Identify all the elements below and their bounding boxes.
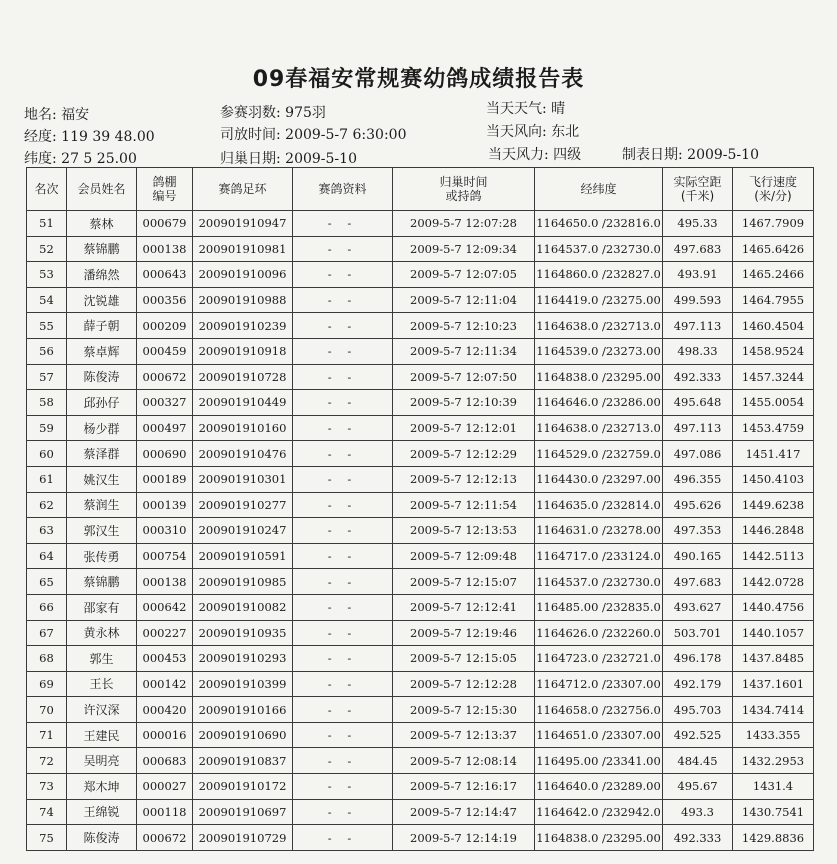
table-row <box>27 518 814 544</box>
ring-cell: 200901910399 <box>193 671 293 697</box>
ring-cell: 200901910277 <box>193 492 293 518</box>
arrival-time-cell: 2009-5-7 12:10:23 <box>393 313 535 339</box>
ring-cell: 200901910985 <box>193 569 293 595</box>
ring-cell: 200901910729 <box>193 825 293 851</box>
member-name-cell: 蔡锦鹏 <box>67 236 137 262</box>
coords-cell: 1164838.0 /23295.00 <box>535 825 663 851</box>
speed-cell: 1467.7909 <box>733 211 814 237</box>
rank-cell: 63 <box>27 518 67 544</box>
ring-cell: 200901910591 <box>193 543 293 569</box>
rank-cell: 68 <box>27 646 67 672</box>
arrival-time-cell: 2009-5-7 12:13:53 <box>393 518 535 544</box>
loft-id-cell: 000027 <box>137 774 193 800</box>
speed-cell: 1432.2953 <box>733 748 814 774</box>
speed-cell: 1430.7541 <box>733 799 814 825</box>
member-name-cell: 薛子朝 <box>67 313 137 339</box>
member-name-cell: 邱孙仔 <box>67 390 137 416</box>
arrival-time-cell: 2009-5-7 12:07:05 <box>393 262 535 288</box>
table-row <box>27 620 814 646</box>
speed-cell: 1458.9524 <box>733 338 814 364</box>
info-cell: - - <box>293 441 393 467</box>
member-name-cell: 郑木坤 <box>67 774 137 800</box>
member-name-cell: 沈锐雄 <box>67 287 137 313</box>
entries-field: 参赛羽数: 975羽 <box>220 105 326 121</box>
arrival-time-cell: 2009-5-7 12:11:04 <box>393 287 535 313</box>
speed-cell: 1465.2466 <box>733 262 814 288</box>
info-cell: - - <box>293 620 393 646</box>
distance-cell: 492.179 <box>663 671 733 697</box>
coords-cell: 1164640.0 /23289.00 <box>535 774 663 800</box>
speed-cell: 1440.1057 <box>733 620 814 646</box>
table-row <box>27 211 814 237</box>
ring-cell: 200901910476 <box>193 441 293 467</box>
info-cell: - - <box>293 313 393 339</box>
table-row <box>27 569 814 595</box>
arrival-time-cell: 2009-5-7 12:09:34 <box>393 236 535 262</box>
rank-cell: 73 <box>27 774 67 800</box>
info-cell: - - <box>293 748 393 774</box>
col-header-coords: 经纬度 <box>535 168 663 211</box>
table-row <box>27 697 814 723</box>
coords-cell: 1164723.0 /232721.0 <box>535 646 663 672</box>
info-cell: - - <box>293 492 393 518</box>
ring-cell: 200901910293 <box>193 646 293 672</box>
distance-cell: 498.33 <box>663 338 733 364</box>
speed-cell: 1451.417 <box>733 441 814 467</box>
arrival-time-cell: 2009-5-7 12:14:19 <box>393 825 535 851</box>
info-cell: - - <box>293 262 393 288</box>
arrival-time-cell: 2009-5-7 12:07:50 <box>393 364 535 390</box>
coords-cell: 1164712.0 /23307.00 <box>535 671 663 697</box>
latitude-field: 纬度: 27 5 25.00 <box>24 151 137 167</box>
loft-id-cell: 000189 <box>137 466 193 492</box>
distance-cell: 495.67 <box>663 774 733 800</box>
ring-cell: 200901910981 <box>193 236 293 262</box>
distance-cell: 493.3 <box>663 799 733 825</box>
table-header-row <box>27 168 814 211</box>
distance-cell: 497.683 <box>663 236 733 262</box>
loft-id-cell: 000356 <box>137 287 193 313</box>
member-name-cell: 黄永林 <box>67 620 137 646</box>
coords-cell: 1164539.0 /23273.00 <box>535 338 663 364</box>
coords-cell: 1164419.0 /23275.00 <box>535 287 663 313</box>
info-cell: - - <box>293 569 393 595</box>
rank-cell: 65 <box>27 569 67 595</box>
longitude-field: 经度: 119 39 48.00 <box>24 129 155 145</box>
table-row <box>27 671 814 697</box>
report-title: 09春福安常规赛幼鸽成绩报告表 <box>252 67 585 92</box>
coords-cell: 1164642.0 /232942.0 <box>535 799 663 825</box>
table-row <box>27 825 814 851</box>
coords-cell: 1164650.0 /232816.0 <box>535 211 663 237</box>
distance-cell: 497.086 <box>663 441 733 467</box>
rank-cell: 55 <box>27 313 67 339</box>
table-row <box>27 466 814 492</box>
table-row <box>27 415 814 441</box>
speed-cell: 1457.3244 <box>733 364 814 390</box>
wind-force-field: 当天风力: 四级 <box>488 147 582 163</box>
coords-cell: 116495.00 /23341.00 <box>535 748 663 774</box>
member-name-cell: 蔡泽群 <box>67 441 137 467</box>
results-table <box>26 167 814 851</box>
distance-cell: 497.113 <box>663 313 733 339</box>
info-cell: - - <box>293 236 393 262</box>
release-time-field: 司放时间: 2009-5-7 6:30:00 <box>220 127 407 143</box>
table-row <box>27 722 814 748</box>
ring-cell: 200901910096 <box>193 262 293 288</box>
ring-cell: 200901910988 <box>193 287 293 313</box>
arrival-time-cell: 2009-5-7 12:14:47 <box>393 799 535 825</box>
speed-cell: 1464.7955 <box>733 287 814 313</box>
info-cell: - - <box>293 594 393 620</box>
arrival-time-cell: 2009-5-7 12:07:28 <box>393 211 535 237</box>
info-cell: - - <box>293 338 393 364</box>
arrival-time-cell: 2009-5-7 12:08:14 <box>393 748 535 774</box>
ring-cell: 200901910918 <box>193 338 293 364</box>
loft-id-cell: 000420 <box>137 697 193 723</box>
member-name-cell: 潘绵然 <box>67 262 137 288</box>
ring-cell: 200901910239 <box>193 313 293 339</box>
info-cell: - - <box>293 466 393 492</box>
loft-id-cell: 000016 <box>137 722 193 748</box>
speed-cell: 1431.4 <box>733 774 814 800</box>
coords-cell: 1164651.0 /23307.00 <box>535 722 663 748</box>
arrival-time-cell: 2009-5-7 12:12:29 <box>393 441 535 467</box>
col-header-speed: 飞行速度 (米/分) <box>733 168 814 211</box>
info-cell: - - <box>293 543 393 569</box>
member-name-cell: 蔡卓辉 <box>67 338 137 364</box>
speed-cell: 1442.5113 <box>733 543 814 569</box>
table-row <box>27 338 814 364</box>
info-cell: - - <box>293 697 393 723</box>
member-name-cell: 吴明亮 <box>67 748 137 774</box>
rank-cell: 69 <box>27 671 67 697</box>
rank-cell: 74 <box>27 799 67 825</box>
ring-cell: 200901910697 <box>193 799 293 825</box>
col-header-rank: 名次 <box>27 168 67 211</box>
rank-cell: 51 <box>27 211 67 237</box>
ring-cell: 200901910301 <box>193 466 293 492</box>
speed-cell: 1453.4759 <box>733 415 814 441</box>
distance-cell: 499.593 <box>663 287 733 313</box>
ring-cell: 200901910160 <box>193 415 293 441</box>
member-name-cell: 陈俊涛 <box>67 364 137 390</box>
distance-cell: 496.178 <box>663 646 733 672</box>
arrival-time-cell: 2009-5-7 12:16:17 <box>393 774 535 800</box>
return-date-field: 归巢日期: 2009-5-10 <box>220 151 357 167</box>
arrival-time-cell: 2009-5-7 12:11:34 <box>393 338 535 364</box>
speed-cell: 1455.0054 <box>733 390 814 416</box>
member-name-cell: 姚汉生 <box>67 466 137 492</box>
speed-cell: 1460.4504 <box>733 313 814 339</box>
distance-cell: 496.355 <box>663 466 733 492</box>
info-cell: - - <box>293 722 393 748</box>
loft-id-cell: 000672 <box>137 825 193 851</box>
table-row <box>27 364 814 390</box>
arrival-time-cell: 2009-5-7 12:15:30 <box>393 697 535 723</box>
coords-cell: 1164638.0 /232713.0 <box>535 313 663 339</box>
loft-id-cell: 000209 <box>137 313 193 339</box>
info-cell: - - <box>293 390 393 416</box>
ring-cell: 200901910837 <box>193 748 293 774</box>
col-header-arrival: 归巢时间 或持鸽 <box>393 168 535 211</box>
rank-cell: 62 <box>27 492 67 518</box>
report-date-field: 制表日期: 2009-5-10 <box>622 147 759 163</box>
member-name-cell: 陈俊涛 <box>67 825 137 851</box>
info-cell: - - <box>293 825 393 851</box>
coords-cell: 1164626.0 /232260.0 <box>535 620 663 646</box>
loft-id-cell: 000690 <box>137 441 193 467</box>
distance-cell: 497.113 <box>663 415 733 441</box>
table-row <box>27 543 814 569</box>
rank-cell: 57 <box>27 364 67 390</box>
loft-id-cell: 000118 <box>137 799 193 825</box>
ring-cell: 200901910935 <box>193 620 293 646</box>
info-cell: - - <box>293 415 393 441</box>
location-field: 地名: 福安 <box>24 107 90 123</box>
rank-cell: 71 <box>27 722 67 748</box>
speed-cell: 1440.4756 <box>733 594 814 620</box>
ring-cell: 200901910449 <box>193 390 293 416</box>
ring-cell: 200901910690 <box>193 722 293 748</box>
coords-cell: 1164537.0 /232730.0 <box>535 236 663 262</box>
coords-cell: 1164529.0 /232759.0 <box>535 441 663 467</box>
rank-cell: 54 <box>27 287 67 313</box>
speed-cell: 1450.4103 <box>733 466 814 492</box>
distance-cell: 495.626 <box>663 492 733 518</box>
table-row <box>27 594 814 620</box>
member-name-cell: 邵家有 <box>67 594 137 620</box>
arrival-time-cell: 2009-5-7 12:12:28 <box>393 671 535 697</box>
ring-cell: 200901910247 <box>193 518 293 544</box>
col-header-info: 赛鸽资料 <box>293 168 393 211</box>
info-cell: - - <box>293 287 393 313</box>
col-header-ring: 赛鸽足环 <box>193 168 293 211</box>
info-cell: - - <box>293 799 393 825</box>
loft-id-cell: 000497 <box>137 415 193 441</box>
rank-cell: 60 <box>27 441 67 467</box>
coords-cell: 1164658.0 /232756.0 <box>535 697 663 723</box>
arrival-time-cell: 2009-5-7 12:12:13 <box>393 466 535 492</box>
arrival-time-cell: 2009-5-7 12:13:37 <box>393 722 535 748</box>
distance-cell: 497.683 <box>663 569 733 595</box>
rank-cell: 61 <box>27 466 67 492</box>
speed-cell: 1442.0728 <box>733 569 814 595</box>
distance-cell: 495.648 <box>663 390 733 416</box>
info-cell: - - <box>293 211 393 237</box>
distance-cell: 493.627 <box>663 594 733 620</box>
table-row <box>27 799 814 825</box>
loft-id-cell: 000227 <box>137 620 193 646</box>
loft-id-cell: 000453 <box>137 646 193 672</box>
rank-cell: 72 <box>27 748 67 774</box>
member-name-cell: 郭生 <box>67 646 137 672</box>
distance-cell: 497.353 <box>663 518 733 544</box>
distance-cell: 495.33 <box>663 211 733 237</box>
loft-id-cell: 000138 <box>137 236 193 262</box>
coords-cell: 1164537.0 /232730.0 <box>535 569 663 595</box>
distance-cell: 492.333 <box>663 364 733 390</box>
loft-id-cell: 000139 <box>137 492 193 518</box>
table-row <box>27 313 814 339</box>
coords-cell: 1164638.0 /232713.0 <box>535 415 663 441</box>
ring-cell: 200901910172 <box>193 774 293 800</box>
table-row <box>27 492 814 518</box>
col-header-member: 会员姓名 <box>67 168 137 211</box>
info-cell: - - <box>293 518 393 544</box>
coords-cell: 1164717.0 /233124.0 <box>535 543 663 569</box>
speed-cell: 1437.8485 <box>733 646 814 672</box>
coords-cell: 1164430.0 /23297.00 <box>535 466 663 492</box>
distance-cell: 484.45 <box>663 748 733 774</box>
loft-id-cell: 000327 <box>137 390 193 416</box>
speed-cell: 1465.6426 <box>733 236 814 262</box>
info-cell: - - <box>293 671 393 697</box>
coords-cell: 1164860.0 /232827.0 <box>535 262 663 288</box>
speed-cell: 1433.355 <box>733 722 814 748</box>
speed-cell: 1429.8836 <box>733 825 814 851</box>
distance-cell: 490.165 <box>663 543 733 569</box>
distance-cell: 492.333 <box>663 825 733 851</box>
coords-cell: 1164631.0 /23278.00 <box>535 518 663 544</box>
rank-cell: 67 <box>27 620 67 646</box>
member-name-cell: 王绵锐 <box>67 799 137 825</box>
ring-cell: 200901910728 <box>193 364 293 390</box>
loft-id-cell: 000754 <box>137 543 193 569</box>
member-name-cell: 张传勇 <box>67 543 137 569</box>
coords-cell: 116485.00 /232835.0 <box>535 594 663 620</box>
info-cell: - - <box>293 774 393 800</box>
col-header-loft-id: 鸽棚 编号 <box>137 168 193 211</box>
loft-id-cell: 000642 <box>137 594 193 620</box>
rank-cell: 59 <box>27 415 67 441</box>
loft-id-cell: 000142 <box>137 671 193 697</box>
speed-cell: 1437.1601 <box>733 671 814 697</box>
member-name-cell: 蔡润生 <box>67 492 137 518</box>
table-row <box>27 236 814 262</box>
table-row <box>27 774 814 800</box>
member-name-cell: 王建民 <box>67 722 137 748</box>
member-name-cell: 王长 <box>67 671 137 697</box>
arrival-time-cell: 2009-5-7 12:09:48 <box>393 543 535 569</box>
rank-cell: 75 <box>27 825 67 851</box>
distance-cell: 492.525 <box>663 722 733 748</box>
loft-id-cell: 000672 <box>137 364 193 390</box>
loft-id-cell: 000683 <box>137 748 193 774</box>
weather-field: 当天天气: 晴 <box>486 101 566 117</box>
coords-cell: 1164646.0 /23286.00 <box>535 390 663 416</box>
loft-id-cell: 000138 <box>137 569 193 595</box>
ring-cell: 200901910082 <box>193 594 293 620</box>
member-name-cell: 郭汉生 <box>67 518 137 544</box>
rank-cell: 66 <box>27 594 67 620</box>
table-row <box>27 390 814 416</box>
member-name-cell: 蔡锦鹏 <box>67 569 137 595</box>
rank-cell: 56 <box>27 338 67 364</box>
ring-cell: 200901910947 <box>193 211 293 237</box>
table-row <box>27 287 814 313</box>
rank-cell: 53 <box>27 262 67 288</box>
rank-cell: 58 <box>27 390 67 416</box>
col-header-distance: 实际空距 (千米) <box>663 168 733 211</box>
arrival-time-cell: 2009-5-7 12:15:07 <box>393 569 535 595</box>
arrival-time-cell: 2009-5-7 12:15:05 <box>393 646 535 672</box>
arrival-time-cell: 2009-5-7 12:12:01 <box>393 415 535 441</box>
member-name-cell: 许汉深 <box>67 697 137 723</box>
rank-cell: 64 <box>27 543 67 569</box>
member-name-cell: 杨少群 <box>67 415 137 441</box>
rank-cell: 70 <box>27 697 67 723</box>
speed-cell: 1434.7414 <box>733 697 814 723</box>
loft-id-cell: 000459 <box>137 338 193 364</box>
ring-cell: 200901910166 <box>193 697 293 723</box>
info-cell: - - <box>293 646 393 672</box>
member-name-cell: 蔡林 <box>67 211 137 237</box>
info-cell: - - <box>293 364 393 390</box>
loft-id-cell: 000643 <box>137 262 193 288</box>
table-row <box>27 441 814 467</box>
loft-id-cell: 000310 <box>137 518 193 544</box>
table-row <box>27 748 814 774</box>
speed-cell: 1449.6238 <box>733 492 814 518</box>
distance-cell: 493.91 <box>663 262 733 288</box>
arrival-time-cell: 2009-5-7 12:11:54 <box>393 492 535 518</box>
speed-cell: 1446.2848 <box>733 518 814 544</box>
rank-cell: 52 <box>27 236 67 262</box>
table-row <box>27 262 814 288</box>
table-row <box>27 646 814 672</box>
distance-cell: 503.701 <box>663 620 733 646</box>
wind-direction-field: 当天风向: 东北 <box>486 124 580 140</box>
arrival-time-cell: 2009-5-7 12:19:46 <box>393 620 535 646</box>
arrival-time-cell: 2009-5-7 12:12:41 <box>393 594 535 620</box>
arrival-time-cell: 2009-5-7 12:10:39 <box>393 390 535 416</box>
coords-cell: 1164838.0 /23295.00 <box>535 364 663 390</box>
loft-id-cell: 000679 <box>137 211 193 237</box>
distance-cell: 495.703 <box>663 697 733 723</box>
coords-cell: 1164635.0 /232814.0 <box>535 492 663 518</box>
